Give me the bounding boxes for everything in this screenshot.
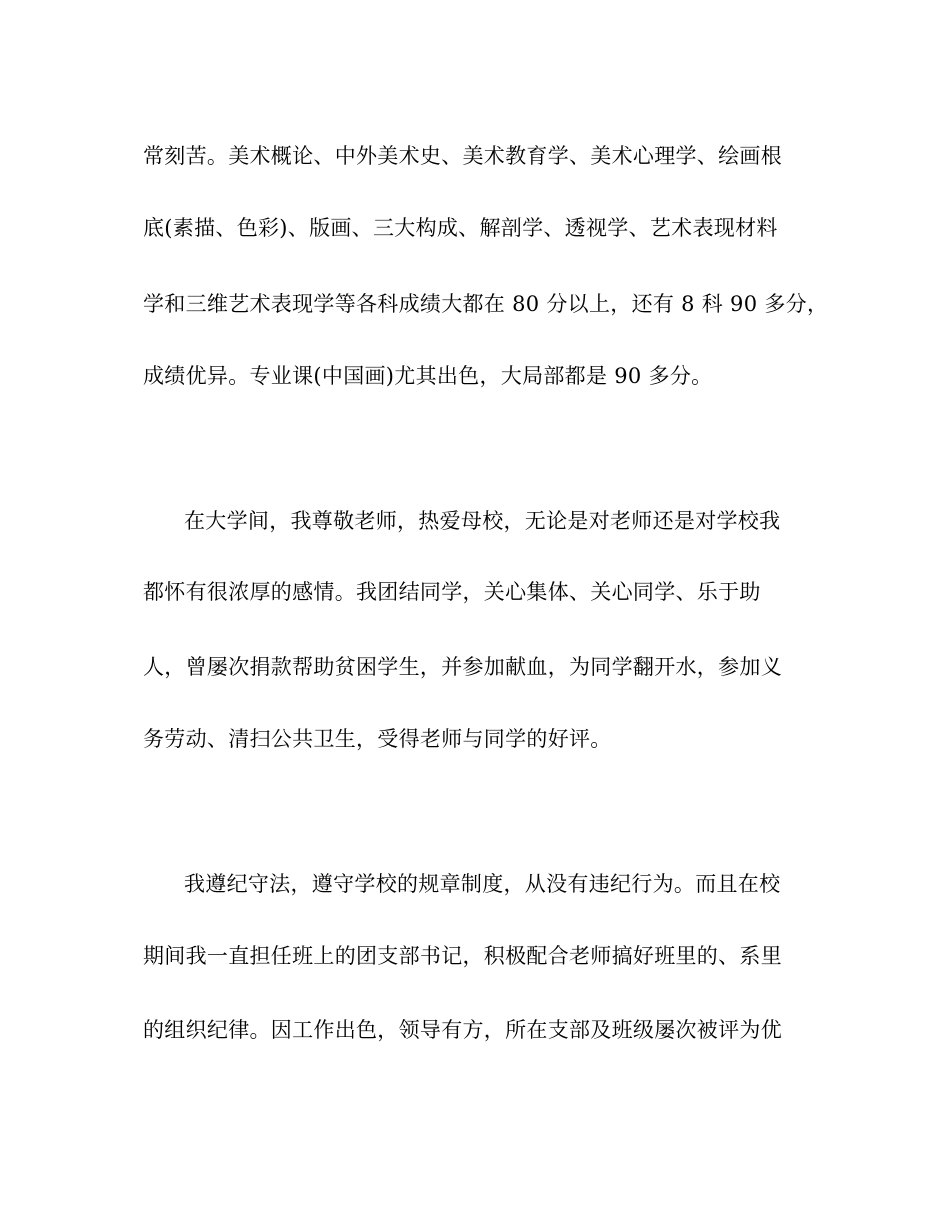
paragraph-3-line-3: 的组织纪律。因工作出色，领导有方，所在支部及班级屡次被评为优 — [143, 1018, 782, 1042]
paragraph-1-line-4: 成绩优异。专业课(中国画)尤其出色，大局部都是 90 多分。 — [143, 364, 713, 388]
paragraph-1-line-3: 学和三维艺术表现学等各科成绩大都在 80 分以上，还有 8 科 90 多分， — [143, 292, 829, 316]
paragraph-2-line-2: 都怀有很浓厚的感情。我团结同学，关心集体、关心同学、乐于助 — [143, 580, 761, 604]
paragraph-2-line-4: 务劳动、清扫公共卫生，受得老师与同学的好评。 — [143, 727, 612, 751]
paragraph-3-line-1: 我遵纪守法，遵守学校的规章制度，从没有违纪行为。而且在校 — [184, 872, 781, 896]
paragraph-1-line-1: 常刻苦。美术概论、中外美术史、美术教育学、美术心理学、绘画根 — [143, 144, 782, 168]
paragraph-2-line-1: 在大学间，我尊敬老师，热爱母校，无论是对老师还是对学校我 — [184, 509, 781, 533]
paragraph-3-line-2: 期间我一直担任班上的团支部书记，积极配合老师搞好班里的、系里 — [143, 944, 782, 968]
paragraph-1-line-2: 底(素描、色彩)、版画、三大构成、解剖学、透视学、艺术表现材料 — [143, 216, 778, 240]
paragraph-2-line-3: 人，曾屡次捐款帮助贫困学生，并参加献血，为同学翻开水，参加义 — [143, 655, 782, 679]
